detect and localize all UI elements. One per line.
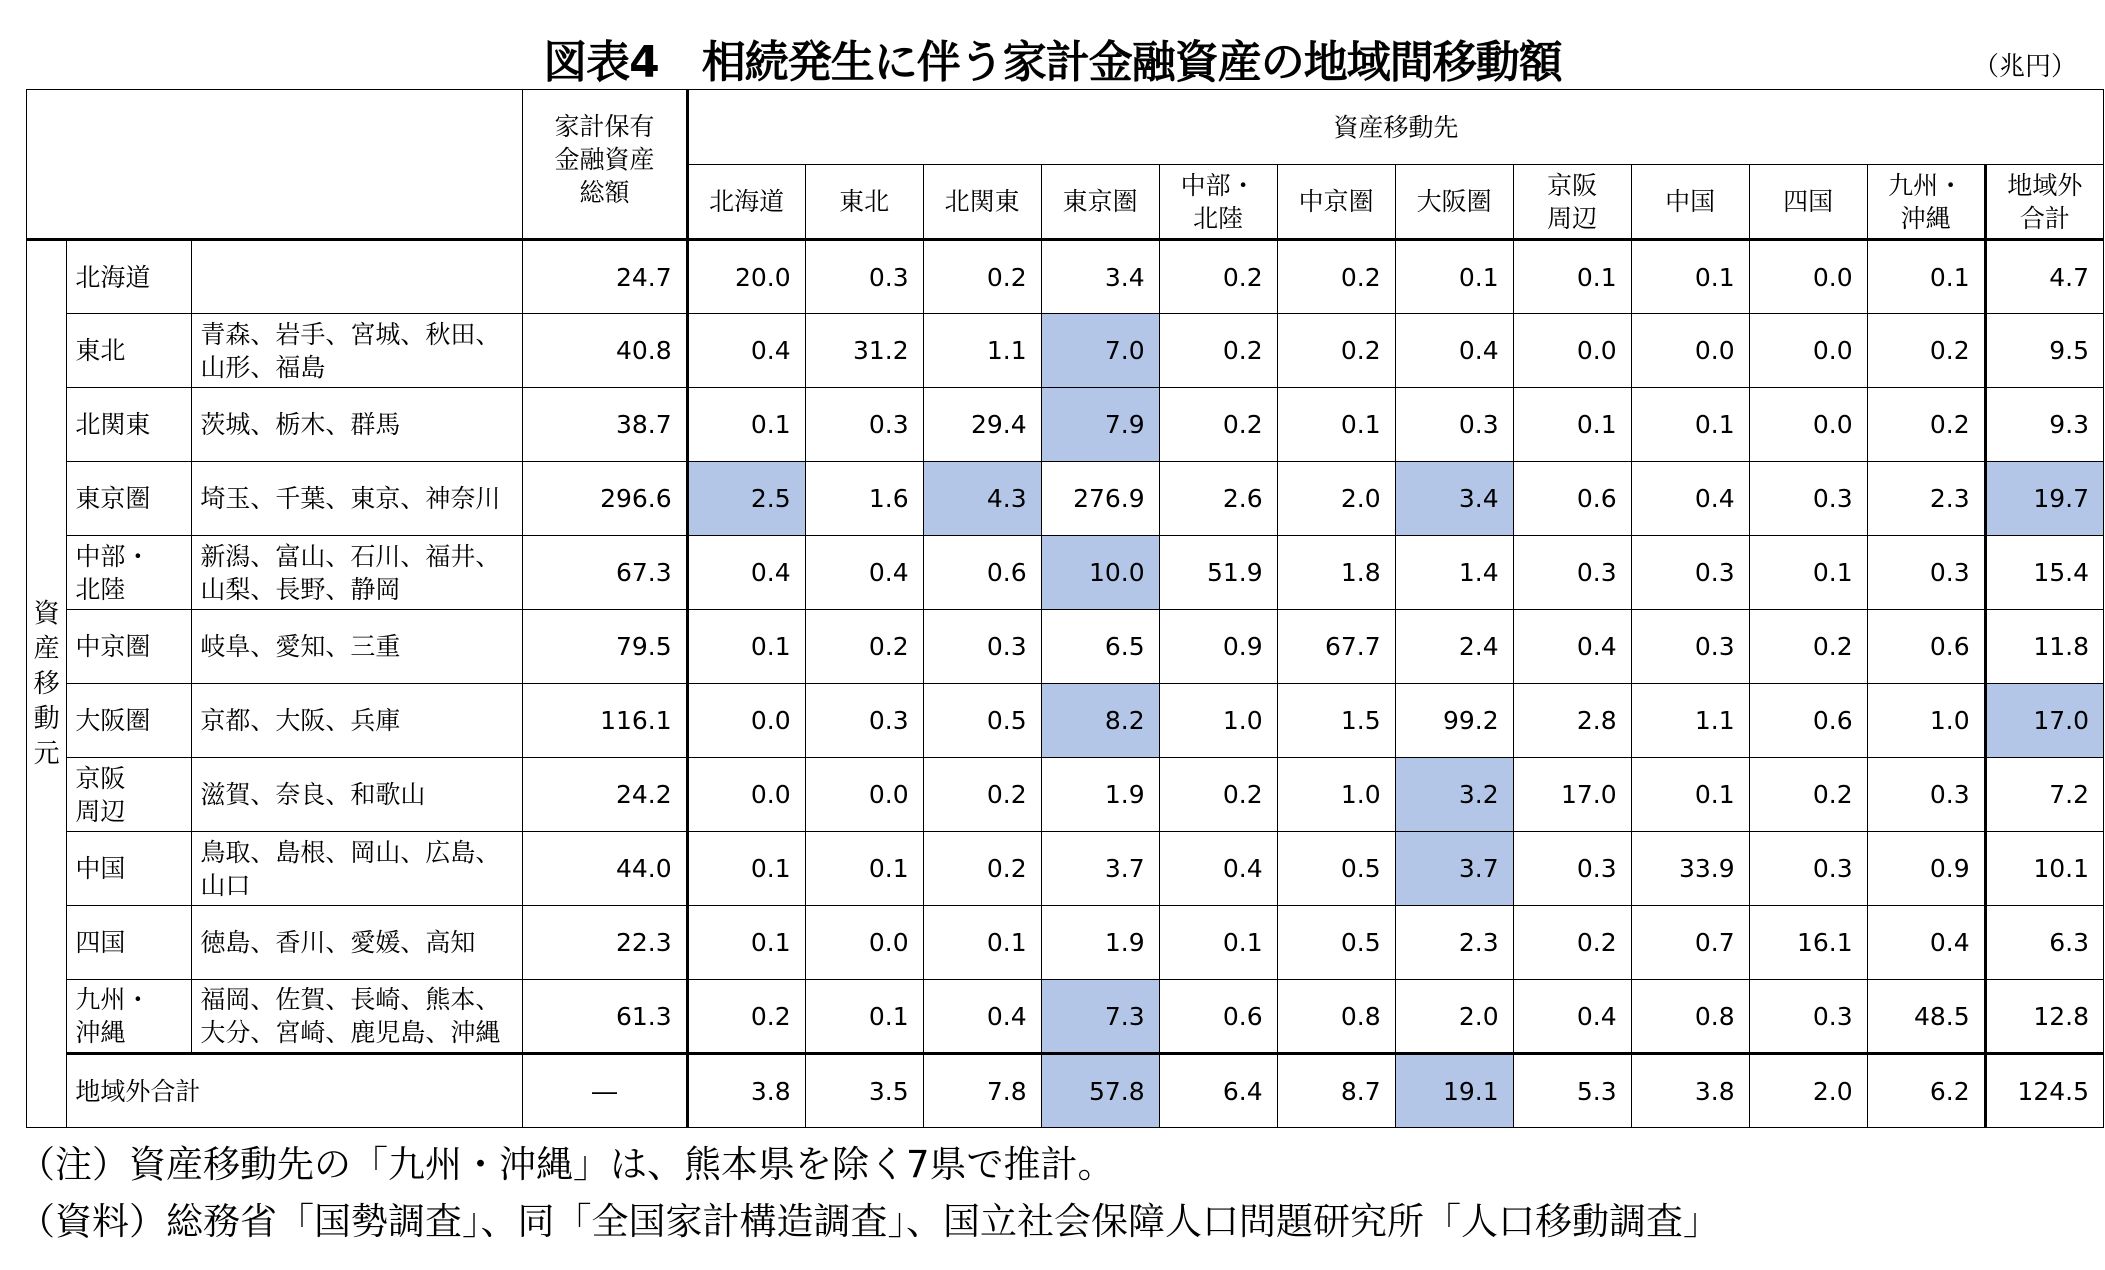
header-dest-col-line: 東京圏	[1062, 187, 1138, 216]
cell-value: 0.4	[805, 536, 923, 610]
header-holding-line2: 金融資産	[554, 145, 655, 174]
cell-value: 2.5	[687, 462, 805, 536]
cell-value: 0.6	[1513, 462, 1631, 536]
region-name-line: 東京圏	[75, 484, 151, 513]
row-prefectures	[192, 536, 523, 610]
header-dest-col-line: 周辺	[1547, 203, 1598, 233]
cell-value: 0.2	[1159, 240, 1277, 314]
header-dest-col-line: 地域外	[2007, 170, 2083, 200]
region-name-line: 北海道	[75, 262, 151, 292]
header-dest-col-line: 沖縄	[1900, 203, 1951, 233]
cell-value: 19.7	[1985, 462, 2103, 536]
cell-value: 0.0	[1631, 314, 1749, 388]
cell-value: 0.4	[1513, 980, 1631, 1054]
row-region-name	[67, 536, 192, 610]
cell-value: 0.3	[1395, 388, 1513, 462]
cell-value: 0.1	[1513, 240, 1631, 314]
origin-vertical-char: 動	[33, 703, 60, 734]
table-row	[27, 536, 2104, 610]
row-holding-total: 67.3	[523, 536, 687, 610]
cell-value: 0.6	[923, 536, 1041, 610]
cell-value: 1.9	[1041, 758, 1159, 832]
cell-value: 0.5	[1277, 832, 1395, 906]
cell-value: 0.9	[1159, 610, 1277, 684]
cell-value: 0.8	[1631, 980, 1749, 1054]
header-dest-col-line: 中国	[1665, 187, 1716, 216]
header-dest-col	[1985, 165, 2103, 240]
header-holding-line1: 家計保有	[554, 112, 655, 141]
header-destination: 資産移動先	[687, 90, 2103, 165]
cell-value: 0.0	[687, 684, 805, 758]
cell-value: 0.1	[1159, 906, 1277, 980]
cell-value: 0.1	[1631, 240, 1749, 314]
header-dest-col	[1631, 165, 1749, 240]
prefectures-line: 鳥取、島根、岡山、広島、	[200, 837, 501, 867]
summary-value: 5.3	[1513, 1054, 1631, 1128]
cell-value: 0.3	[805, 684, 923, 758]
asset-transfer-table	[26, 89, 2104, 1128]
cell-value: 29.4	[923, 388, 1041, 462]
cell-value: 0.1	[1631, 388, 1749, 462]
cell-value: 0.0	[1749, 314, 1867, 388]
cell-value: 0.4	[687, 536, 805, 610]
cell-value: 12.8	[1985, 980, 2103, 1054]
region-name-line: 九州・	[75, 985, 151, 1014]
region-name-line: 北陸	[75, 574, 126, 604]
cell-value: 0.2	[1277, 240, 1395, 314]
note-remark: （注）資産移動先の「九州・沖縄」は、熊本県を除く7県で推計。	[18, 1143, 1115, 1186]
cell-value: 0.1	[805, 980, 923, 1054]
header-dest-col-line: 東北	[839, 187, 890, 216]
row-prefectures	[192, 610, 523, 684]
header-dest-col	[1749, 165, 1867, 240]
prefectures-line: 岐阜、愛知、三重	[200, 632, 401, 661]
region-name-line: 東北	[75, 336, 126, 365]
header-dest-col-line: 九州・	[1888, 170, 1964, 200]
prefectures-line: 滋賀、奈良、和歌山	[200, 780, 426, 809]
cell-value: 0.2	[923, 240, 1041, 314]
row-holding-total: 40.8	[523, 314, 687, 388]
row-holding-total: 24.7	[523, 240, 687, 314]
cell-value: 33.9	[1631, 832, 1749, 906]
cell-value: 67.7	[1277, 610, 1395, 684]
cell-value: 1.5	[1277, 684, 1395, 758]
prefectures-line: 大分、宮崎、鹿児島、沖縄	[200, 1018, 501, 1047]
cell-value: 0.5	[923, 684, 1041, 758]
cell-value: 0.5	[1277, 906, 1395, 980]
row-holding-total: 116.1	[523, 684, 687, 758]
cell-value: 0.0	[687, 758, 805, 832]
header-dest-col	[687, 165, 805, 240]
cell-value: 0.2	[1159, 314, 1277, 388]
row-region-name	[67, 388, 192, 462]
table-row	[27, 388, 2104, 462]
cell-value: 0.2	[1277, 314, 1395, 388]
table-row	[27, 462, 2104, 536]
table-row	[27, 684, 2104, 758]
table-row	[27, 832, 2104, 906]
summary-value: 2.0	[1749, 1054, 1867, 1128]
cell-value: 0.4	[1395, 314, 1513, 388]
cell-value: 2.4	[1395, 610, 1513, 684]
table-row	[27, 314, 2104, 388]
cell-value: 1.0	[1159, 684, 1277, 758]
cell-value: 1.1	[1631, 684, 1749, 758]
row-prefectures	[192, 314, 523, 388]
header-dest-col-line: 中部・	[1180, 170, 1256, 200]
cell-value: 9.3	[1985, 388, 2103, 462]
unit-label: （兆円）	[1972, 52, 2077, 82]
region-name-line: 沖縄	[75, 1018, 126, 1047]
table-row	[27, 906, 2104, 980]
region-name-line: 四国	[75, 928, 126, 957]
header-dest-col-line: 中京圏	[1298, 187, 1374, 216]
cell-value: 0.1	[687, 906, 805, 980]
cell-value: 31.2	[805, 314, 923, 388]
cell-value: 0.1	[1277, 388, 1395, 462]
cell-value: 0.2	[1749, 610, 1867, 684]
region-name-line: 中京圏	[75, 632, 151, 661]
table-row	[27, 610, 2104, 684]
cell-value: 4.3	[923, 462, 1041, 536]
cell-value: 0.1	[687, 832, 805, 906]
row-prefectures	[192, 684, 523, 758]
cell-value: 0.1	[1749, 536, 1867, 610]
summary-label: 地域外合計	[67, 1054, 523, 1128]
cell-value: 11.8	[1985, 610, 2103, 684]
cell-value: 2.3	[1395, 906, 1513, 980]
row-region-name	[67, 758, 192, 832]
cell-value: 17.0	[1985, 684, 2103, 758]
cell-value: 0.6	[1867, 610, 1985, 684]
prefectures-line: 山口	[200, 870, 251, 900]
cell-value: 0.4	[1631, 462, 1749, 536]
row-holding-total: 296.6	[523, 462, 687, 536]
row-holding-total: 79.5	[523, 610, 687, 684]
row-holding-total: 22.3	[523, 906, 687, 980]
prefectures-line: 埼玉、千葉、東京、神奈川	[200, 484, 501, 513]
cell-value: 2.3	[1867, 462, 1985, 536]
cell-value: 99.2	[1395, 684, 1513, 758]
cell-value: 0.1	[1513, 388, 1631, 462]
row-prefectures	[192, 980, 523, 1054]
cell-value: 0.1	[805, 832, 923, 906]
header-dest-col	[1867, 165, 1985, 240]
header-dest-col	[1041, 165, 1159, 240]
notes	[18, 1136, 1720, 1250]
cell-value: 0.7	[1631, 906, 1749, 980]
region-name-line: 大阪圏	[75, 706, 151, 735]
prefectures-line: 茨城、栃木、群馬	[200, 410, 401, 439]
row-region-name	[67, 906, 192, 980]
summary-value: 124.5	[1985, 1054, 2103, 1128]
cell-value: 3.2	[1395, 758, 1513, 832]
cell-value: 3.7	[1395, 832, 1513, 906]
row-prefectures	[192, 906, 523, 980]
table-row	[27, 240, 2104, 314]
region-name-line: 中国	[75, 854, 126, 883]
cell-value: 0.4	[923, 980, 1041, 1054]
cell-value: 0.1	[1631, 758, 1749, 832]
cell-value: 0.2	[1749, 758, 1867, 832]
cell-value: 0.1	[687, 388, 805, 462]
cell-value: 276.9	[1041, 462, 1159, 536]
origin-vertical-char: 移	[33, 668, 60, 699]
cell-value: 7.9	[1041, 388, 1159, 462]
cell-value: 0.3	[1631, 610, 1749, 684]
table-row	[27, 758, 2104, 832]
summary-value: 3.5	[805, 1054, 923, 1128]
row-holding-total: 61.3	[523, 980, 687, 1054]
summary-value: 3.8	[687, 1054, 805, 1128]
cell-value: 10.1	[1985, 832, 2103, 906]
cell-value: 7.0	[1041, 314, 1159, 388]
cell-value: 0.0	[1513, 314, 1631, 388]
row-region-name	[67, 610, 192, 684]
row-region-name	[67, 314, 192, 388]
cell-value: 3.4	[1041, 240, 1159, 314]
cell-value: 0.8	[1277, 980, 1395, 1054]
row-holding-total: 44.0	[523, 832, 687, 906]
cell-value: 0.2	[1159, 758, 1277, 832]
cell-value: 20.0	[687, 240, 805, 314]
header-dest-col-line: 北関東	[944, 187, 1020, 216]
cell-value: 1.4	[1395, 536, 1513, 610]
header-dest-col	[923, 165, 1041, 240]
header-dest-col	[1513, 165, 1631, 240]
row-holding-total: 38.7	[523, 388, 687, 462]
cell-value: 3.4	[1395, 462, 1513, 536]
origin-vertical-char: 資	[33, 598, 60, 629]
row-region-name	[67, 832, 192, 906]
cell-value: 4.7	[1985, 240, 2103, 314]
cell-value: 17.0	[1513, 758, 1631, 832]
cell-value: 0.3	[1513, 536, 1631, 610]
prefectures-line: 京都、大阪、兵庫	[200, 706, 401, 735]
cell-value: 0.3	[923, 610, 1041, 684]
region-name-line: 周辺	[75, 796, 126, 826]
header-holding-total	[523, 90, 687, 240]
row-holding-total: 24.2	[523, 758, 687, 832]
cell-value: 0.9	[1867, 832, 1985, 906]
cell-value: 0.2	[1159, 388, 1277, 462]
summary-holding-total: ―	[523, 1054, 687, 1128]
table-row	[27, 980, 2104, 1054]
cell-value: 1.0	[1867, 684, 1985, 758]
summary-value: 19.1	[1395, 1054, 1513, 1128]
row-region-name	[67, 462, 192, 536]
cell-value: 0.0	[1749, 388, 1867, 462]
cell-value: 0.2	[923, 758, 1041, 832]
cell-value: 48.5	[1867, 980, 1985, 1054]
header-dest-col-line: 北陸	[1193, 203, 1244, 233]
prefectures-line: 山形、福島	[200, 352, 326, 382]
cell-value: 1.0	[1277, 758, 1395, 832]
note-source: （資料）総務省「国勢調査」、同「全国家計構造調査」、国立社会保障人口問題研究所「人口移動調査」	[18, 1200, 1720, 1243]
header-dest-col	[805, 165, 923, 240]
summary-value: 6.4	[1159, 1054, 1277, 1128]
cell-value: 0.6	[1159, 980, 1277, 1054]
header-dest-col-line: 北海道	[709, 187, 785, 216]
region-name-line: 京阪	[75, 763, 126, 793]
cell-value: 0.1	[1395, 240, 1513, 314]
cell-value: 0.1	[687, 610, 805, 684]
cell-value: 0.4	[1867, 906, 1985, 980]
summary-value: 57.8	[1041, 1054, 1159, 1128]
origin-vertical-label	[27, 240, 67, 1128]
header-dest-col-line: 合計	[2019, 203, 2070, 233]
cell-value: 0.3	[1749, 462, 1867, 536]
row-prefectures	[192, 240, 523, 314]
header-dest-col	[1395, 165, 1513, 240]
cell-value: 0.3	[805, 388, 923, 462]
page-title: 図表4 相続発生に伴う家計金融資産の地域間移動額	[543, 37, 1562, 88]
cell-value: 0.6	[1749, 684, 1867, 758]
cell-value: 0.2	[1867, 388, 1985, 462]
cell-value: 0.3	[1867, 536, 1985, 610]
header-dest-col	[1159, 165, 1277, 240]
prefectures-line: 青森、岩手、宮城、秋田、	[200, 319, 501, 349]
header-dest-col-line: 京阪	[1547, 170, 1598, 200]
cell-value: 7.3	[1041, 980, 1159, 1054]
region-name-line: 北関東	[75, 410, 151, 439]
row-prefectures	[192, 462, 523, 536]
cell-value: 15.4	[1985, 536, 2103, 610]
header-dest-col-line: 四国	[1783, 187, 1834, 216]
summary-value: 6.2	[1867, 1054, 1985, 1128]
cell-value: 1.1	[923, 314, 1041, 388]
region-name-line: 中部・	[75, 541, 151, 571]
cell-value: 2.0	[1395, 980, 1513, 1054]
prefectures-line: 新潟、富山、石川、福井、	[200, 541, 501, 571]
summary-row	[27, 1054, 2104, 1128]
cell-value: 1.9	[1041, 906, 1159, 980]
header-dest-col-line: 大阪圏	[1416, 187, 1492, 216]
summary-value: 3.8	[1631, 1054, 1749, 1128]
cell-value: 0.3	[1867, 758, 1985, 832]
cell-value: 0.2	[1867, 314, 1985, 388]
row-prefectures	[192, 388, 523, 462]
cell-value: 9.5	[1985, 314, 2103, 388]
cell-value: 3.7	[1041, 832, 1159, 906]
cell-value: 2.6	[1159, 462, 1277, 536]
cell-value: 6.3	[1985, 906, 2103, 980]
cell-value: 0.2	[805, 610, 923, 684]
cell-value: 0.0	[805, 906, 923, 980]
origin-vertical-char: 元	[33, 738, 60, 769]
cell-value: 0.3	[1631, 536, 1749, 610]
cell-value: 7.2	[1985, 758, 2103, 832]
row-region-name	[67, 240, 192, 314]
cell-value: 0.4	[687, 314, 805, 388]
cell-value: 0.2	[687, 980, 805, 1054]
cell-value: 2.8	[1513, 684, 1631, 758]
cell-value: 0.1	[923, 906, 1041, 980]
cell-value: 0.0	[1749, 240, 1867, 314]
cell-value: 1.6	[805, 462, 923, 536]
cell-value: 6.5	[1041, 610, 1159, 684]
prefectures-line: 福岡、佐賀、長崎、熊本、	[200, 985, 501, 1014]
cell-value: 10.0	[1041, 536, 1159, 610]
cell-value: 0.1	[1867, 240, 1985, 314]
cell-value: 0.2	[1513, 906, 1631, 980]
header-dest-col	[1277, 165, 1395, 240]
cell-value: 16.1	[1749, 906, 1867, 980]
summary-value: 7.8	[923, 1054, 1041, 1128]
cell-value: 1.8	[1277, 536, 1395, 610]
row-region-name	[67, 684, 192, 758]
row-prefectures	[192, 758, 523, 832]
header-corner	[27, 90, 523, 240]
cell-value: 0.0	[805, 758, 923, 832]
cell-value: 0.3	[1749, 832, 1867, 906]
cell-value: 0.3	[805, 240, 923, 314]
cell-value: 0.4	[1513, 610, 1631, 684]
header-row-1	[27, 90, 2104, 165]
cell-value: 51.9	[1159, 536, 1277, 610]
cell-value: 0.3	[1749, 980, 1867, 1054]
summary-value: 8.7	[1277, 1054, 1395, 1128]
cell-value: 2.0	[1277, 462, 1395, 536]
origin-vertical-char: 産	[33, 633, 60, 664]
cell-value: 8.2	[1041, 684, 1159, 758]
cell-value: 0.2	[923, 832, 1041, 906]
row-region-name	[67, 980, 192, 1054]
cell-value: 0.3	[1513, 832, 1631, 906]
prefectures-line: 徳島、香川、愛媛、高知	[200, 928, 476, 957]
header-holding-line3: 総額	[579, 178, 630, 207]
prefectures-line: 山梨、長野、静岡	[200, 574, 401, 604]
row-prefectures	[192, 832, 523, 906]
cell-value: 0.4	[1159, 832, 1277, 906]
